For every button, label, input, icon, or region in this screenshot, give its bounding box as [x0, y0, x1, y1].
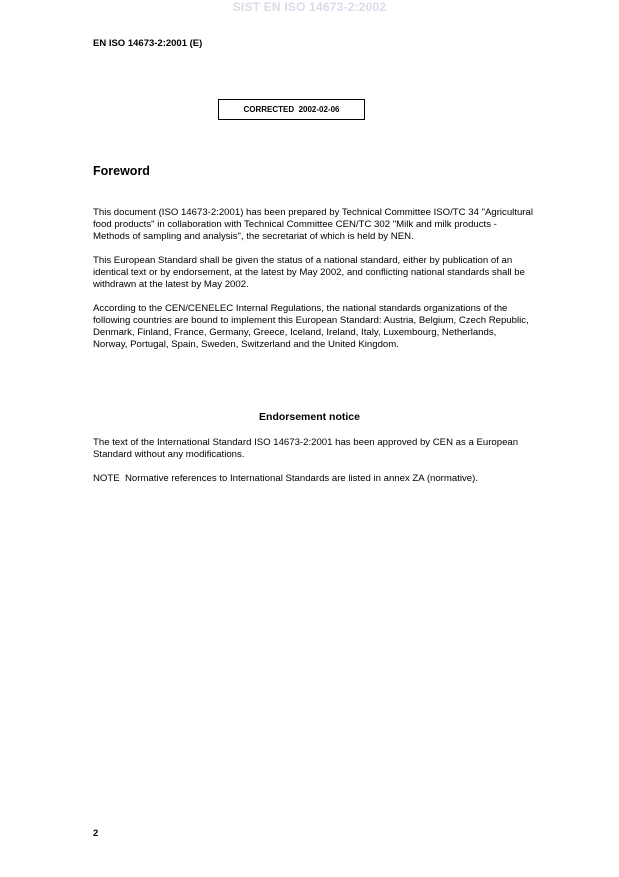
endorsement-text: The text of the International Standard ISO 14673-2:2001 has been approved by CEN as a European Standard without any modifications.: [93, 437, 519, 460]
endorsement-note: NOTE Normative references to International Standards are listed in annex ZA (normative).: [93, 473, 478, 484]
endorsement-heading: Endorsement notice: [259, 411, 360, 423]
page-number: 2: [93, 828, 99, 839]
foreword-heading: Foreword: [93, 164, 150, 178]
corrected-stamp-text: CORRECTED 2002-02-06: [243, 105, 340, 114]
foreword-paragraph-2: This European Standard shall be given the status of a national standard, either by publication of an identical text or by endorsement, at the latest by May 2002, and conflicting national standards shall be withdrawn at the latest by May 2002.: [93, 255, 525, 290]
foreword-paragraph-1: This document (ISO 14673-2:2001) has been prepared by Technical Committee ISO/TC 34 "Agricultural food products" in collaboration with Technical Committee CEN/TC 302 "Milk and milk products - Methods of sampling and analysis", the secretariat of which is held by NEN.: [93, 207, 533, 242]
corrected-stamp: [218, 99, 365, 120]
document-id-header: EN ISO 14673-2:2001 (E): [93, 38, 203, 49]
foreword-paragraph-3: According to the CEN/CENELEC Internal Regulations, the national standards organizations of the following countries are bound to implement this European Standard: Austria, Belgium, Czech Republic, Denmark, Finland, France, Germany, Greece, Iceland, Ireland, Italy, Luxembourg, Netherlands, Norway, Portugal, Spain, Sweden, Switzerland and the United Kingdom.: [93, 303, 529, 350]
watermark: SIST EN ISO 14673-2:2002: [232, 0, 387, 14]
